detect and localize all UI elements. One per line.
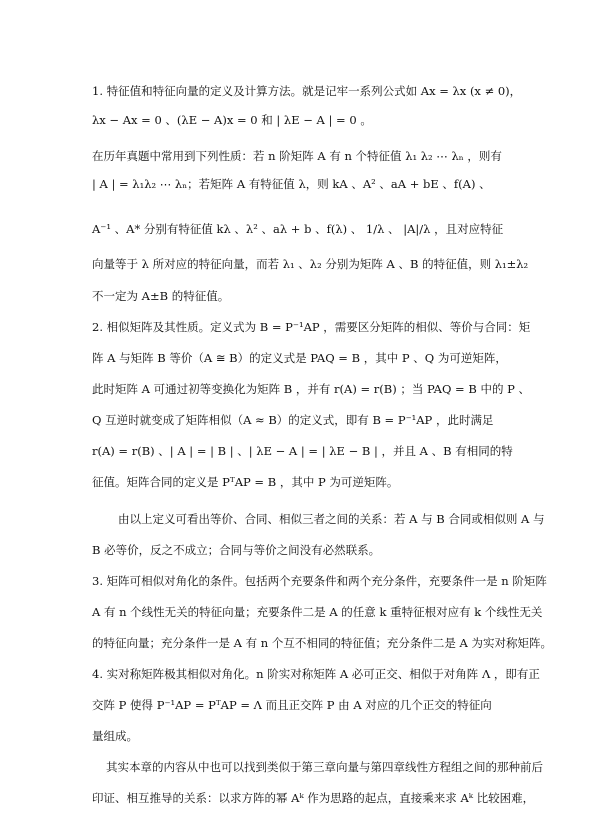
- doc-line-18: 的特征向量；充分条件一是 A 有 n 个互不相同的特征值；充分条件二是 A 为实对称矩阵。: [92, 636, 552, 650]
- doc-line-14: 由以上定义可看出等价、合同、相似三者之间的关系：若 A 与 B 合同或相似则 A 与: [118, 512, 545, 526]
- doc-line-9: 阵 A 与矩阵 B 等价（A ≅ B）的定义式是 PAQ = B ，其中 P 、Q 为可逆矩阵，: [92, 351, 507, 365]
- doc-line-2: λx − Ax = 0 、(λE − A)x = 0 和 | λE − A | = 0 。: [92, 113, 372, 127]
- doc-line-12: r(A) = r(B) 、| A | = | B | 、| λE − A | = | λE − B | ，并且 A 、B 有相同的特: [92, 444, 513, 458]
- doc-line-7: 不一定为 A±B 的特征值。: [92, 289, 230, 303]
- doc-line-19: 4. 实对称矩阵极其相似对角化。n 阶实对称矩阵 A 必可正交、相似于对角阵 Λ ，即有正: [92, 667, 540, 681]
- doc-line-1: 1. 特征值和特征向量的定义及计算方法。就是记牢一系列公式如 Ax = λx (x ≠ 0)，: [92, 84, 522, 98]
- doc-line-5: A⁻¹ 、A* 分别有特征值 kλ 、λ² 、aλ + b 、f(λ) 、 1/λ 、 |A|/λ ，且对应特征: [92, 222, 504, 236]
- doc-line-20: 交阵 P 使得 P⁻¹AP = PᵀAP = Λ 而且正交阵 P 由 A 对应的几个正交的特征向: [92, 698, 492, 712]
- doc-line-13: 征值。矩阵合同的定义是 PᵀAP = B ，其中 P 为可逆矩阵。: [92, 475, 399, 489]
- doc-line-6: 向量等于 λ 所对应的特征向量，而若 λ₁ 、λ₂ 分别为矩阵 A 、B 的特征值，则 λ₁±λ₂: [92, 257, 529, 271]
- doc-line-16: 3. 矩阵可相似对角化的条件。包括两个充要条件和两个充分条件，充要条件一是 n 阶矩阵: [92, 574, 547, 588]
- doc-line-11: Q 互逆时就变成了矩阵相似（A ≈ B）的定义式，即有 B = P⁻¹AP ，此时满足: [92, 413, 494, 427]
- doc-line-10: 此时矩阵 A 可通过初等变换化为矩阵 B ，并有 r(A) = r(B) ；当 PAQ = B 中的 P 、: [92, 382, 531, 396]
- doc-line-21: 量组成。: [92, 729, 138, 743]
- doc-line-15: B 必等价，反之不成立；合同与等价之间没有必然联系。: [92, 543, 381, 557]
- doc-line-17: A 有 n 个线性无关的特征向量；充要条件二是 A 的任意 k 重特征根对应有 k 个线性无关: [92, 605, 543, 619]
- doc-line-23: 印证、相互推导的关系：以求方阵的幂 Aᵏ 作为思路的起点，直接乘来求 Aᵏ 比较困难，: [92, 791, 535, 805]
- doc-line-3: 在历年真题中常用到下列性质：若 n 阶矩阵 A 有 n 个特征值 λ₁ λ₂ ⋯ λₙ ，则有: [92, 149, 502, 163]
- doc-line-22: 其实本章的内容从中也可以找到类似于第三章向量与第四章线性方程组之间的那种前后: [106, 760, 543, 774]
- doc-line-4: | A | = λ₁λ₂ ⋯ λₙ；若矩阵 A 有特征值 λ，则 kA 、A² 、aA + bE 、f(A) 、: [92, 177, 491, 191]
- doc-line-8: 2. 相似矩阵及其性质。定义式为 B = P⁻¹AP ，需要区分矩阵的相似、等价与合同：矩: [92, 320, 531, 334]
